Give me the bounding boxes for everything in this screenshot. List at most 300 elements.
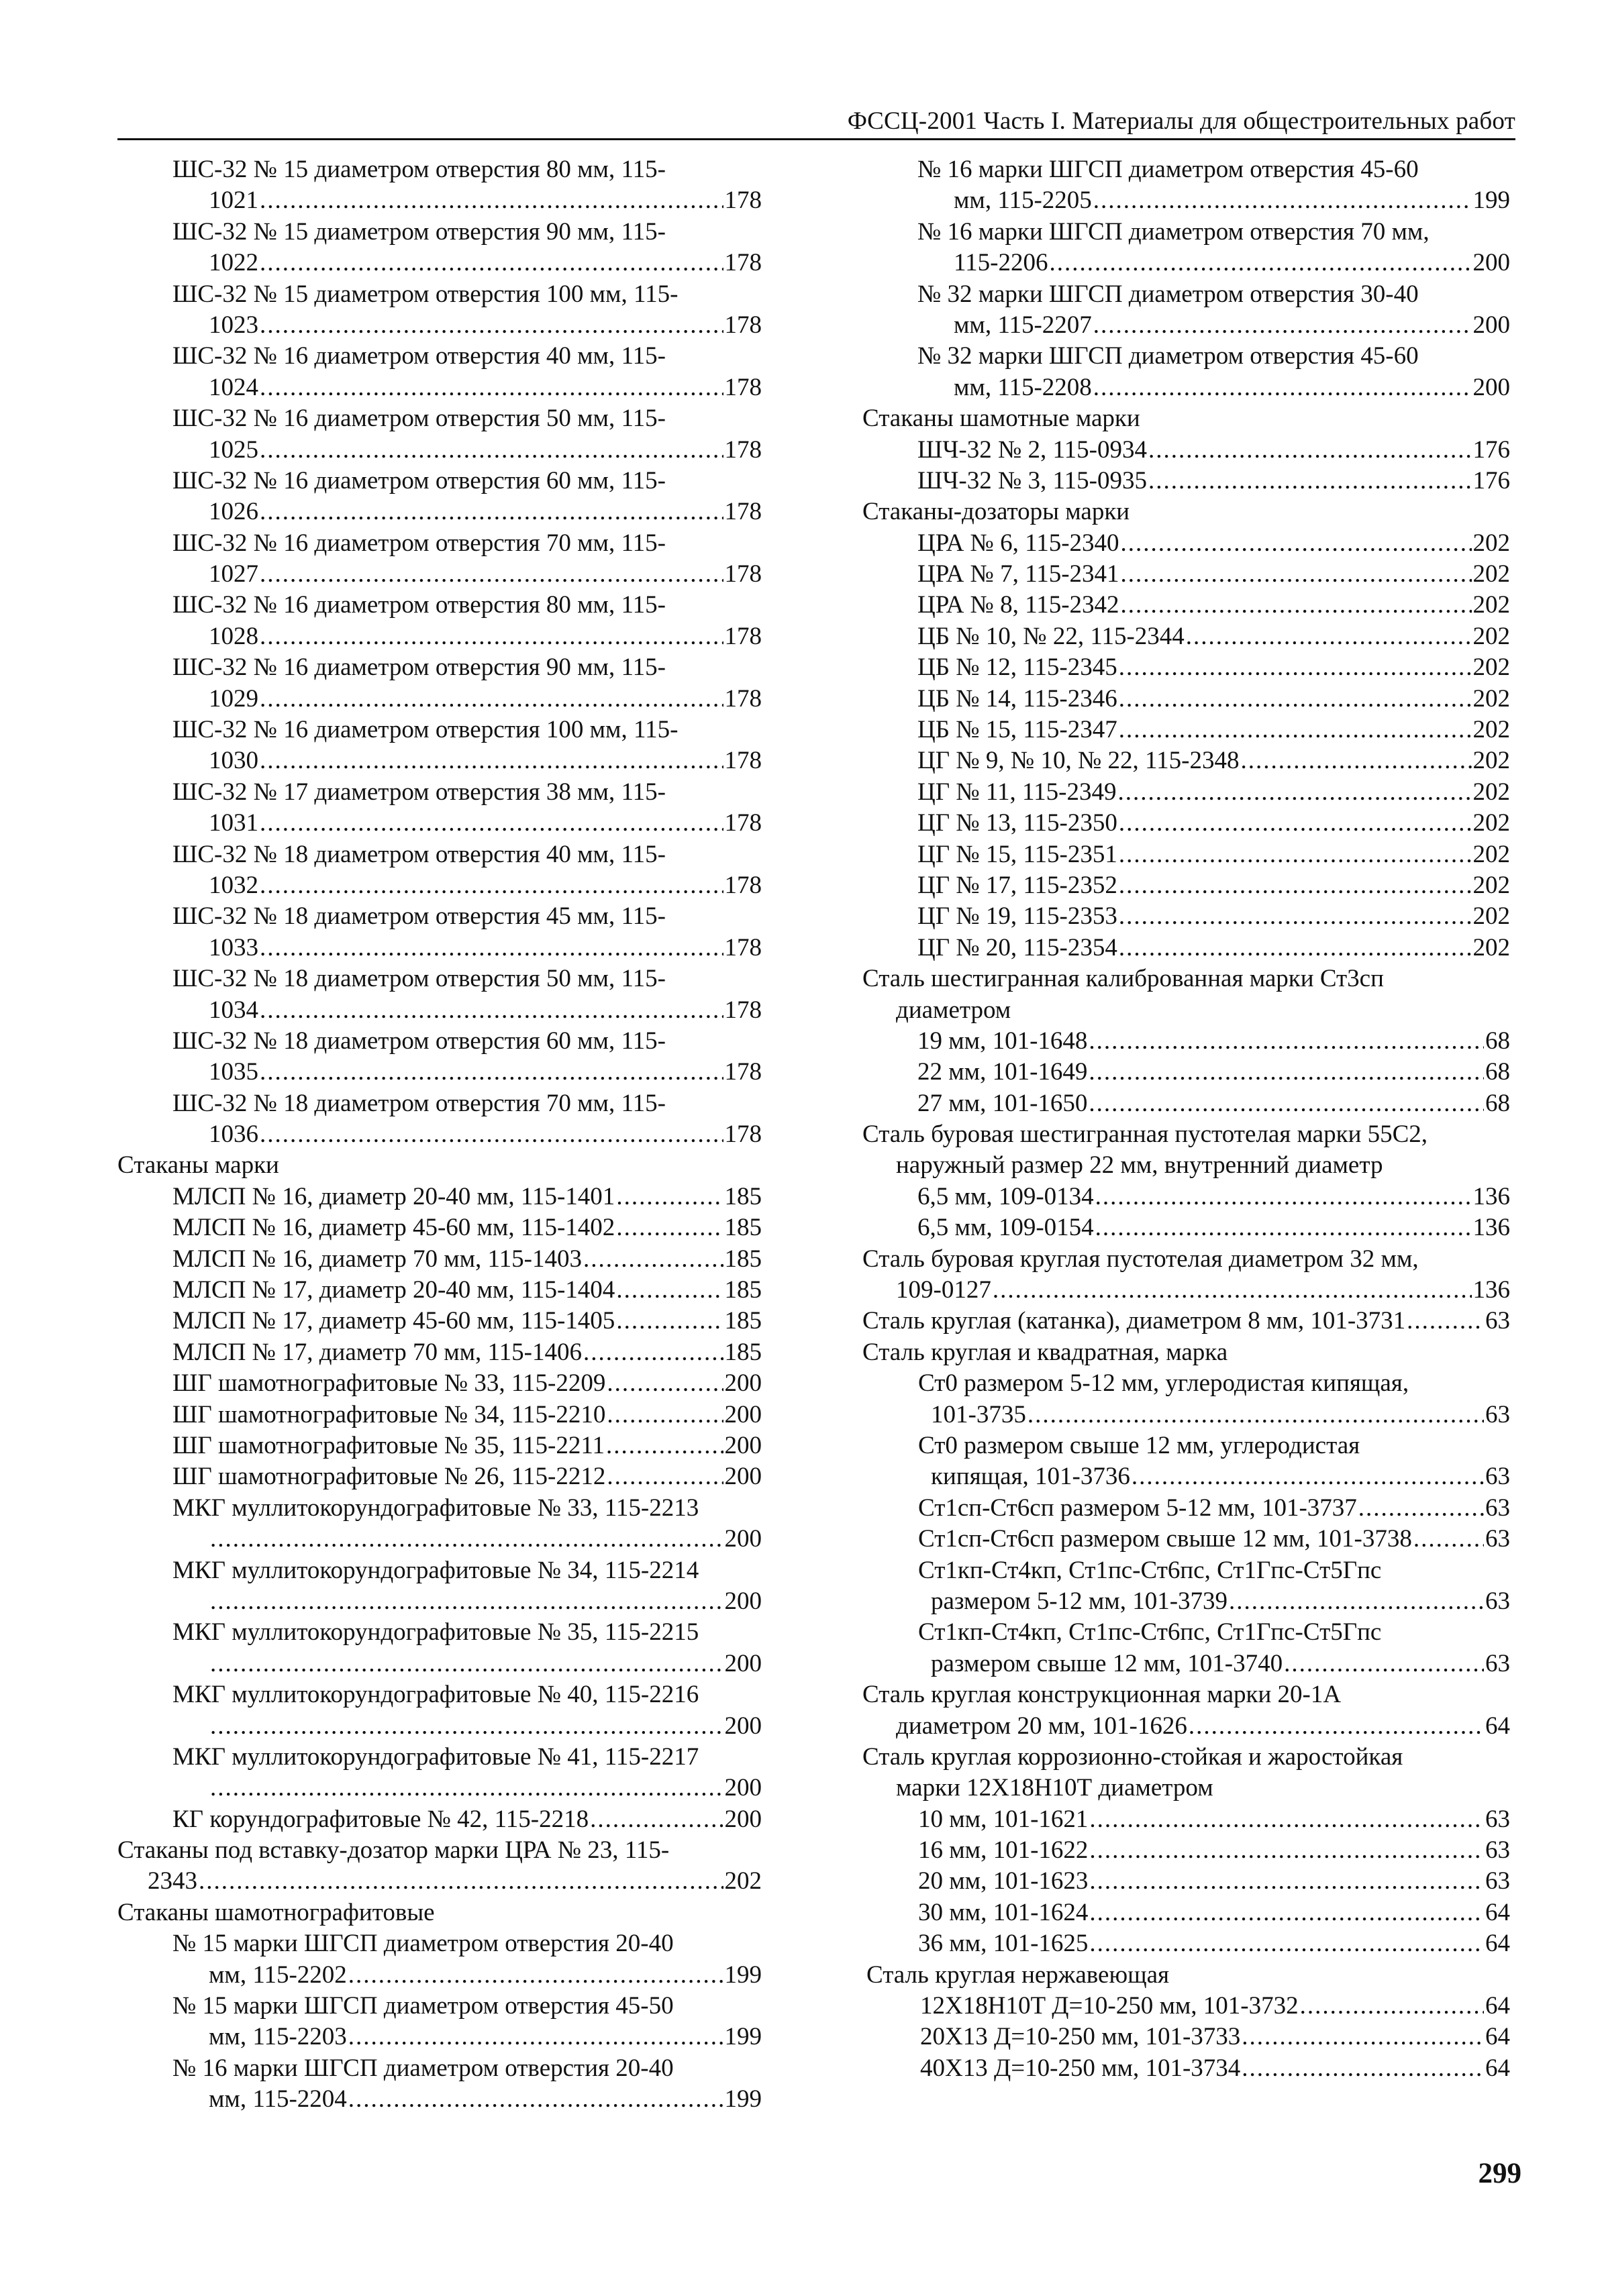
- index-entry: [862, 839, 1510, 870]
- index-entry: [862, 1804, 1510, 1835]
- index-entry: [862, 2053, 1510, 2084]
- index-entry: [117, 403, 762, 434]
- index-entry: [862, 1306, 1510, 1337]
- entry-page-ref: 200: [1472, 311, 1510, 339]
- entry-text: МЛСП № 17, диаметр 20-40 мм, 115-1404: [172, 1276, 615, 1304]
- index-entry: [862, 590, 1510, 621]
- entry-text: 1022: [209, 249, 258, 277]
- entry-page-ref: 178: [724, 933, 762, 961]
- entry-text: Сталь шестигранная калиброванная марки Ст3сп: [862, 965, 1384, 993]
- entry-page-ref: 185: [724, 1245, 762, 1273]
- dot-leader: [1118, 777, 1472, 808]
- entry-page-ref: 202: [1472, 684, 1510, 713]
- index-entry: [862, 1337, 1510, 1368]
- entry-page-ref: 200: [1472, 373, 1510, 401]
- entry-text: диаметром: [896, 996, 1011, 1024]
- entry-page-ref: 202: [1472, 809, 1510, 837]
- index-entry: [862, 901, 1510, 932]
- entry-text: 101-3735: [931, 1400, 1026, 1428]
- entry-page-ref: 200: [724, 1400, 762, 1428]
- index-entry: [862, 1400, 1510, 1430]
- dot-leader: [260, 248, 723, 278]
- index-entry: [862, 1493, 1510, 1524]
- entry-text: МЛСП № 17, диаметр 45-60 мм, 115-1405: [172, 1307, 615, 1335]
- index-entry: [117, 1773, 762, 1804]
- entry-text: ШС-32 № 16 диаметром отверстия 60 мм, 115-: [172, 466, 666, 494]
- entry-text: ШС-32 № 17 диаметром отверстия 38 мм, 115-: [172, 778, 666, 806]
- dot-leader: [616, 1182, 723, 1212]
- entry-text: 1025: [209, 435, 258, 464]
- dot-leader: [1121, 590, 1472, 621]
- entry-page-ref: 202: [1472, 902, 1510, 931]
- index-entry: [862, 154, 1510, 185]
- index-entry: [117, 870, 762, 901]
- entry-text: ШС-32 № 18 диаметром отверстия 60 мм, 115-: [172, 1027, 666, 1055]
- entry-text: Ст1сп-Ст6сп размером свыше 12 мм, 101-3738: [918, 1525, 1412, 1553]
- entry-page-ref: 178: [724, 747, 762, 775]
- entry-page-ref: 200: [724, 1805, 762, 1833]
- entry-page-ref: 185: [724, 1307, 762, 1335]
- dot-leader: [1240, 745, 1471, 776]
- dot-leader: [260, 870, 723, 901]
- index-entry: [117, 1119, 762, 1150]
- index-entry: [117, 995, 762, 1026]
- dot-leader: [1089, 1804, 1484, 1835]
- entry-page-ref: 178: [724, 996, 762, 1024]
- entry-page-ref: 63: [1485, 1307, 1510, 1335]
- index-entry: [862, 341, 1510, 372]
- index-entry: [117, 248, 762, 278]
- entry-text: 27 мм, 101-1650: [917, 1089, 1088, 1117]
- dot-leader: [1229, 1586, 1484, 1617]
- entry-page-ref: 202: [1472, 654, 1510, 682]
- entry-text: ШГ шамотнографитовые № 34, 115-2210: [172, 1400, 606, 1428]
- index-entry: [862, 1928, 1510, 1959]
- entry-text: Сталь круглая (катанка), диаметром 8 мм, 101-3731: [862, 1307, 1406, 1335]
- index-entry: [862, 1742, 1510, 1773]
- entry-text: Стаканы шамотнографитовые: [117, 1898, 435, 1926]
- index-entry: [117, 1337, 762, 1368]
- entry-text: 22 мм, 101-1649: [917, 1058, 1088, 1086]
- entry-text: 1036: [209, 1120, 258, 1149]
- index-entry: [117, 497, 762, 527]
- dot-leader: [1095, 1182, 1472, 1212]
- index-entry: [117, 1244, 762, 1275]
- index-entry: [117, 1057, 762, 1088]
- entry-page-ref: 136: [1472, 1182, 1510, 1210]
- entry-text: ШС-32 № 15 диаметром отверстия 100 мм, 115-: [172, 280, 679, 308]
- entry-page-ref: 68: [1485, 1027, 1510, 1055]
- entry-text: ЦГ № 19, 115-2353: [917, 902, 1117, 931]
- entry-text: Сталь круглая коррозионно-стойкая и жаростойкая: [862, 1742, 1403, 1771]
- entry-page-ref: 178: [724, 187, 762, 215]
- index-entry: [862, 933, 1510, 963]
- entry-text: 1024: [209, 373, 258, 401]
- entry-page-ref: 68: [1485, 1058, 1510, 1086]
- index-entry: [117, 1524, 762, 1555]
- dot-leader: [260, 995, 723, 1026]
- entry-page-ref: 178: [724, 435, 762, 464]
- dot-leader: [1089, 1866, 1484, 1897]
- dot-leader: [607, 1400, 723, 1430]
- index-entry: [862, 808, 1510, 839]
- index-entry: [862, 528, 1510, 559]
- entry-text: ШЧ-32 № 2, 115-0934: [917, 435, 1147, 464]
- entry-text: 1023: [209, 311, 258, 339]
- entry-page-ref: 63: [1485, 1587, 1510, 1615]
- index-entry: [117, 1212, 762, 1243]
- index-entry: [117, 1151, 762, 1182]
- entry-text: 1021: [209, 187, 258, 215]
- index-entry: [862, 217, 1510, 248]
- entry-text: 1029: [209, 684, 258, 713]
- entry-page-ref: 202: [1472, 840, 1510, 868]
- entry-page-ref: 199: [724, 2085, 762, 2114]
- entry-text: Ст0 размером свыше 12 мм, углеродистая: [918, 1432, 1360, 1459]
- entry-page-ref: 63: [1485, 1805, 1510, 1833]
- index-entry: [862, 995, 1510, 1026]
- entry-text: Ст1кп-Ст4кп, Ст1пс-Ст6пс, Ст1Гпс-Ст5Гпс: [918, 1618, 1382, 1647]
- entry-text: № 32 марки ШГСП диаметром отверстия 45-60: [917, 342, 1419, 370]
- dot-leader: [1119, 715, 1472, 745]
- index-entry: [862, 1275, 1510, 1306]
- entry-page-ref: 202: [1472, 716, 1510, 744]
- index-entry: [117, 901, 762, 932]
- index-entry: [117, 684, 762, 715]
- index-entry: [862, 963, 1510, 994]
- index-entry: [117, 1991, 762, 2022]
- entry-page-ref: 63: [1485, 1400, 1510, 1428]
- index-entry: [117, 466, 762, 497]
- index-entry: [117, 1617, 762, 1648]
- index-entry: [117, 1586, 762, 1617]
- dot-leader: [1119, 901, 1472, 932]
- entry-text: 1035: [209, 1058, 258, 1086]
- header-title: ФССЦ-2001 Часть I. Материалы для общестроительных работ: [847, 107, 1515, 135]
- dot-leader: [260, 1057, 723, 1088]
- entry-page-ref: 202: [1472, 933, 1510, 961]
- index-entry: [862, 777, 1510, 808]
- entry-page-ref: 202: [1472, 778, 1510, 806]
- index-entry: [117, 1182, 762, 1212]
- index-entry: [862, 1711, 1510, 1742]
- dot-leader: [1407, 1306, 1484, 1337]
- index-column-right: [862, 154, 1510, 2084]
- index-entry: [117, 621, 762, 652]
- index-entry: [862, 279, 1510, 310]
- entry-text: 1032: [209, 871, 258, 899]
- index-entry: [862, 652, 1510, 683]
- entry-text: КГ корундографитовые № 42, 115-2218: [172, 1805, 589, 1833]
- entry-page-ref: 200: [724, 1525, 762, 1553]
- entry-text: ШС-32 № 18 диаметром отверстия 40 мм, 115-: [172, 840, 666, 868]
- dot-leader: [1089, 1026, 1484, 1057]
- entry-text: ЦРА № 6, 115-2340: [917, 529, 1119, 557]
- entry-text: Сталь круглая и квадратная, марка: [862, 1338, 1228, 1366]
- dot-leader: [590, 1804, 723, 1835]
- dot-leader: [993, 1275, 1472, 1306]
- index-entry: [117, 559, 762, 590]
- index-entry: [862, 1461, 1510, 1492]
- dot-leader: [1242, 2022, 1484, 2052]
- entry-page-ref: 63: [1485, 1836, 1510, 1865]
- entry-text: Ст1кп-Ст4кп, Ст1пс-Ст6пс, Ст1Гпс-Ст5Гпс: [918, 1556, 1382, 1584]
- index-entry: [862, 497, 1510, 527]
- dot-leader: [1148, 435, 1472, 466]
- entry-page-ref: 200: [724, 1774, 762, 1802]
- dot-leader: [260, 559, 723, 590]
- dot-leader: [1089, 1835, 1484, 1866]
- index-entry: [862, 1586, 1510, 1617]
- index-entry: [117, 1711, 762, 1742]
- entry-page-ref: 200: [724, 1369, 762, 1398]
- entry-text: 6,5 мм, 109-0134: [917, 1182, 1094, 1210]
- dot-leader: [1121, 528, 1472, 559]
- entry-text: ЦГ № 11, 115-2349: [917, 778, 1117, 806]
- index-entry: [862, 1866, 1510, 1897]
- entry-text: ШС-32 № 16 диаметром отверстия 80 мм, 115-: [172, 591, 666, 619]
- index-entry: [117, 341, 762, 372]
- entry-page-ref: 199: [724, 2023, 762, 2051]
- entry-text: ШС-32 № 16 диаметром отверстия 90 мм, 115-: [172, 654, 666, 682]
- dot-leader: [1089, 1897, 1484, 1928]
- index-entry: [117, 1275, 762, 1306]
- entry-page-ref: 200: [1472, 249, 1510, 277]
- entry-text: Стаканы под вставку-дозатор марки ЦРА № 23, 115-: [117, 1836, 670, 1865]
- dot-leader: [583, 1337, 723, 1368]
- index-entry: [862, 1057, 1510, 1088]
- entry-text: 2343: [148, 1867, 197, 1895]
- entry-text: ШС-32 № 18 диаметром отверстия 50 мм, 115-: [172, 965, 666, 993]
- index-entry: [862, 1244, 1510, 1275]
- entry-text: МКГ муллитокорундографитовые № 34, 115-2214: [172, 1556, 699, 1584]
- index-entry: [117, 279, 762, 310]
- index-entry: [862, 1430, 1510, 1461]
- dot-leader: [616, 1306, 723, 1337]
- entry-text: 6,5 мм, 109-0154: [917, 1214, 1094, 1242]
- dot-leader: [1119, 652, 1472, 683]
- index-entry: [862, 1119, 1510, 1150]
- entry-text: ЦГ № 15, 115-2351: [917, 840, 1117, 868]
- entry-text: 19 мм, 101-1648: [917, 1027, 1088, 1055]
- dot-leader: [1049, 248, 1471, 278]
- index-entry: [862, 1088, 1510, 1119]
- entry-text: 20 мм, 101-1623: [918, 1867, 1089, 1895]
- index-entry: [117, 1306, 762, 1337]
- dot-leader: [1095, 1212, 1472, 1243]
- dot-leader: [1119, 684, 1472, 715]
- entry-text: № 16 марки ШГСП диаметром отверстия 20-40: [172, 2054, 674, 2082]
- entry-text: 109-0127: [896, 1276, 991, 1304]
- dot-leader: [616, 1212, 723, 1243]
- entry-text: ЦГ № 20, 115-2354: [917, 933, 1117, 961]
- dot-leader: [1358, 1493, 1484, 1524]
- index-entry: [117, 652, 762, 683]
- entry-text: 1027: [209, 560, 258, 588]
- index-entry: [862, 1991, 1510, 2022]
- index-entry: [117, 777, 762, 808]
- index-entry: [117, 1835, 762, 1866]
- entry-page-ref: 68: [1485, 1089, 1510, 1117]
- entry-text: ШГ шамотнографитовые № 33, 115-2209: [172, 1369, 606, 1398]
- entry-text: Ст0 размером 5-12 мм, углеродистая кипящая,: [918, 1369, 1409, 1398]
- index-entry: [862, 1555, 1510, 1586]
- index-entry: [862, 1368, 1510, 1399]
- index-entry: [117, 1742, 762, 1773]
- entry-page-ref: 136: [1472, 1214, 1510, 1242]
- entry-text: ШС-32 № 16 диаметром отверстия 70 мм, 115-: [172, 529, 666, 557]
- entry-text: № 32 марки ШГСП диаметром отверстия 30-40: [917, 280, 1419, 308]
- dot-leader: [260, 1119, 723, 1150]
- index-entry: [117, 1088, 762, 1119]
- index-entry: [862, 1960, 1510, 1991]
- entry-page-ref: 63: [1485, 1525, 1510, 1553]
- entry-text: Ст1сп-Ст6сп размером 5-12 мм, 101-3737: [918, 1494, 1357, 1522]
- index-entry: [117, 185, 762, 216]
- page-header: [117, 101, 1515, 140]
- entry-page-ref: 63: [1485, 1649, 1510, 1677]
- entry-text: № 15 марки ШГСП диаметром отверстия 45-50: [172, 1992, 674, 2020]
- entry-text: Сталь буровая шестигранная пустотелая марки 55С2,: [862, 1120, 1428, 1149]
- entry-text: размером свыше 12 мм, 101-3740: [931, 1649, 1283, 1677]
- entry-page-ref: 200: [724, 1712, 762, 1740]
- index-entry: [117, 745, 762, 776]
- entry-text: 1033: [209, 933, 258, 961]
- index-entry: [862, 1151, 1510, 1182]
- entry-page-ref: 178: [724, 311, 762, 339]
- entry-page-ref: 202: [724, 1867, 762, 1895]
- entry-text: Сталь буровая круглая пустотелая диаметром 32 мм,: [862, 1245, 1419, 1273]
- index-entry: [862, 559, 1510, 590]
- dot-leader: [1242, 2053, 1484, 2084]
- entry-page-ref: 178: [724, 249, 762, 277]
- index-entry: [117, 154, 762, 185]
- dot-leader: [1189, 1711, 1484, 1742]
- entry-text: МКГ муллитокорундографитовые № 33, 115-2213: [172, 1494, 699, 1522]
- dot-leader: [1284, 1649, 1484, 1679]
- dot-leader: [260, 310, 723, 341]
- entry-page-ref: 178: [724, 1058, 762, 1086]
- index-entry: [862, 185, 1510, 216]
- dot-leader: [348, 2022, 723, 2052]
- entry-text: ШГ шамотнографитовые № 26, 115-2212: [172, 1463, 606, 1491]
- entry-text: мм, 115-2208: [954, 373, 1092, 401]
- entry-page-ref: 63: [1485, 1494, 1510, 1522]
- index-entry: [862, 745, 1510, 776]
- index-entry: [862, 870, 1510, 901]
- entry-text: размером 5-12 мм, 101-3739: [931, 1587, 1228, 1615]
- index-entry: [117, 528, 762, 559]
- dot-leader: [1413, 1524, 1484, 1555]
- dot-leader: [1093, 310, 1472, 341]
- index-entry: [117, 435, 762, 466]
- entry-text: 12Х18Н10Т Д=10-250 мм, 101-3732: [920, 1992, 1299, 2020]
- index-entry: [117, 372, 762, 403]
- dot-leader: [260, 621, 723, 652]
- entry-page-ref: 178: [724, 498, 762, 526]
- dot-leader: [1119, 839, 1472, 870]
- entry-text: ШЧ-32 № 3, 115-0935: [917, 466, 1147, 494]
- index-entry: [862, 248, 1510, 278]
- dot-leader: [260, 684, 723, 715]
- entry-page-ref: 202: [1472, 529, 1510, 557]
- dot-leader: [1121, 559, 1472, 590]
- entry-text: ЦБ № 10, № 22, 115-2344: [917, 622, 1185, 650]
- entry-page-ref: 136: [1472, 1276, 1510, 1304]
- entry-text: Сталь круглая нержавеющая: [866, 1961, 1170, 1989]
- entry-page-ref: 176: [1472, 435, 1510, 464]
- dot-leader: [210, 1711, 723, 1742]
- entry-text: 40Х13 Д=10-250 мм, 101-3734: [920, 2054, 1241, 2082]
- entry-text: ЦБ № 14, 115-2346: [917, 684, 1117, 713]
- index-entry: [117, 808, 762, 839]
- entry-text: ШГ шамотнографитовые № 35, 115-2211: [172, 1432, 605, 1459]
- entry-page-ref: 202: [1472, 622, 1510, 650]
- entry-text: № 16 марки ШГСП диаметром отверстия 70 мм,: [917, 217, 1430, 246]
- index-entry: [862, 1617, 1510, 1648]
- entry-text: 1031: [209, 809, 258, 837]
- entry-page-ref: 63: [1485, 1463, 1510, 1491]
- entry-text: 1026: [209, 498, 258, 526]
- entry-page-ref: 202: [1472, 871, 1510, 899]
- index-entry: [117, 2084, 762, 2115]
- dot-leader: [1132, 1461, 1484, 1492]
- entry-text: мм, 115-2204: [209, 2085, 347, 2114]
- dot-leader: [260, 745, 723, 776]
- entry-text: ШС-32 № 16 диаметром отверстия 40 мм, 115-: [172, 342, 666, 370]
- entry-text: № 15 марки ШГСП диаметром отверстия 20-40: [172, 1930, 674, 1958]
- entry-text: 20Х13 Д=10-250 мм, 101-3733: [920, 2023, 1241, 2051]
- entry-text: ШС-32 № 15 диаметром отверстия 90 мм, 115-: [172, 217, 666, 246]
- entry-text: ЦГ № 13, 115-2350: [917, 809, 1117, 837]
- dot-leader: [1093, 372, 1472, 403]
- index-entry: [117, 1368, 762, 1399]
- entry-text: ШС-32 № 15 диаметром отверстия 80 мм, 115-: [172, 155, 666, 183]
- entry-text: ШС-32 № 18 диаметром отверстия 45 мм, 115-: [172, 902, 666, 931]
- entry-page-ref: 64: [1485, 2054, 1510, 2082]
- entry-page-ref: 199: [724, 1961, 762, 1989]
- index-entry: [117, 1804, 762, 1835]
- entry-text: Стаканы марки: [117, 1151, 279, 1180]
- entry-page-ref: 176: [1472, 466, 1510, 494]
- entry-text: 1028: [209, 622, 258, 650]
- dot-leader: [260, 808, 723, 839]
- index-entry: [117, 1430, 762, 1461]
- entry-page-ref: 64: [1485, 2023, 1510, 2051]
- entry-page-ref: 64: [1485, 1992, 1510, 2020]
- index-entry: [117, 217, 762, 248]
- entry-text: 30 мм, 101-1624: [918, 1898, 1089, 1926]
- entry-text: Сталь круглая конструкционная марки 20-1А: [862, 1681, 1342, 1709]
- index-entry: [862, 1649, 1510, 1679]
- index-entry: [862, 1026, 1510, 1057]
- index-entry: [862, 310, 1510, 341]
- entry-text: МЛСП № 16, диаметр 45-60 мм, 115-1402: [172, 1214, 615, 1242]
- entry-text: диаметром 20 мм, 101-1626: [896, 1712, 1187, 1740]
- entry-text: МЛСП № 16, диаметр 70 мм, 115-1403: [172, 1245, 582, 1273]
- entry-page-ref: 185: [724, 1338, 762, 1366]
- index-entry: [117, 1866, 762, 1897]
- entry-text: кипящая, 101-3736: [931, 1463, 1130, 1491]
- entry-text: Стаканы шамотные марки: [862, 405, 1140, 433]
- entry-page-ref: 178: [724, 1120, 762, 1149]
- index-entry: [862, 1524, 1510, 1555]
- entry-page-ref: 178: [724, 373, 762, 401]
- entry-page-ref: 64: [1485, 1930, 1510, 1958]
- entry-page-ref: 185: [724, 1214, 762, 1242]
- index-entry: [862, 1679, 1510, 1710]
- index-entry: [117, 1555, 762, 1586]
